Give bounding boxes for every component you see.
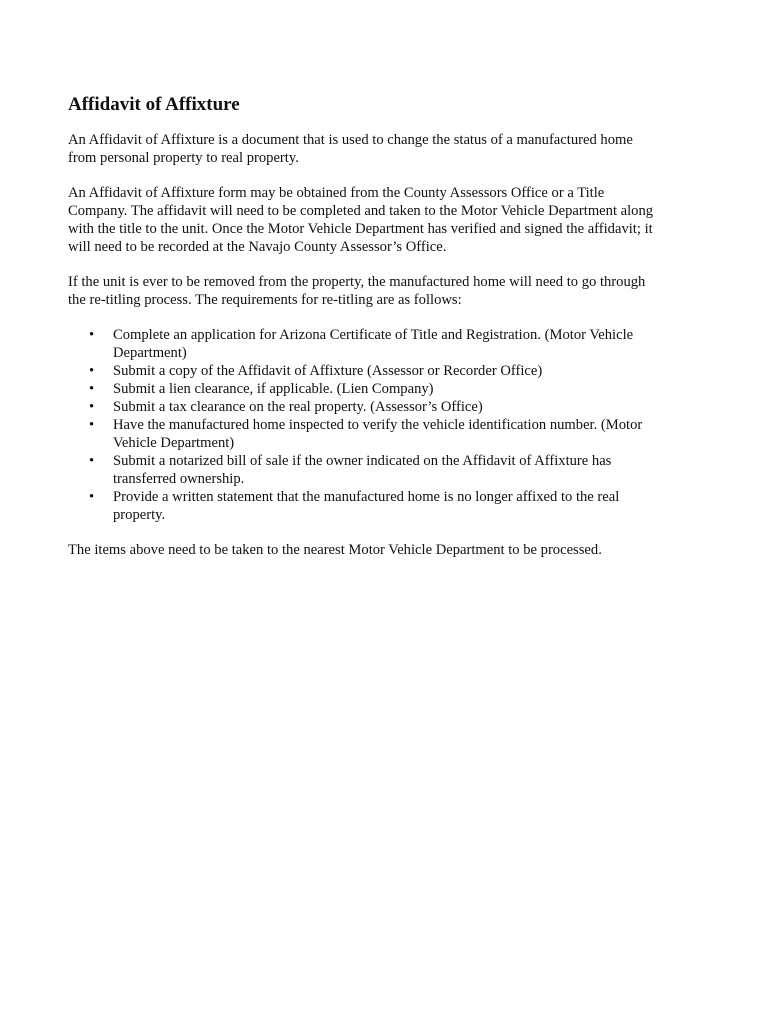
bullet-icon: •: [89, 363, 95, 379]
document-page: [68, 93, 658, 576]
retitling-paragraph: If the unit is ever to be removed from the property, the manufactured home will need to go through the re-titling process. The requirements for re-titling are as follows:: [68, 274, 646, 308]
list-item: [68, 488, 658, 524]
bullet-icon: •: [89, 327, 95, 343]
form-source-paragraph: An Affidavit of Affixture form may be obtained from the County Assessors Office or a Title Company. The affidavit will need to be completed and taken to the Motor Vehicle Department along with the title to the unit. Once the Motor Vehicle Department has verified and signed the affidavit; it will need to be recorded at the Navajo County Assessor’s Office.: [68, 185, 654, 255]
list-item: [68, 362, 658, 380]
bullet-icon: •: [89, 453, 95, 469]
bullet-icon: •: [89, 399, 95, 415]
requirement-text: Submit a lien clearance, if applicable. (Lien Company): [113, 381, 434, 397]
document-title: Affidavit of Affixture: [68, 94, 240, 115]
requirement-text: Submit a notarized bill of sale if the owner indicated on the Affidavit of Affixture has transferred ownership.: [113, 453, 612, 487]
list-item: [68, 452, 658, 488]
requirement-text: Complete an application for Arizona Certificate of Title and Registration. (Motor Vehicle Department): [113, 327, 634, 361]
list-item: [68, 398, 658, 416]
closing-paragraph: The items above need to be taken to the nearest Motor Vehicle Department to be processed.: [68, 542, 602, 558]
requirement-text: Provide a written statement that the manufactured home is no longer affixed to the real property.: [113, 489, 620, 523]
bullet-icon: •: [89, 381, 95, 397]
requirement-text: Submit a tax clearance on the real property. (Assessor’s Office): [113, 399, 483, 415]
bullet-icon: •: [89, 417, 95, 433]
requirement-text: Have the manufactured home inspected to verify the vehicle identification number. (Motor Vehicle Department): [113, 417, 643, 451]
requirements-list: [68, 326, 658, 524]
requirement-text: Submit a copy of the Affidavit of Affixture (Assessor or Recorder Office): [113, 363, 543, 379]
list-item: [68, 326, 658, 362]
list-item: [68, 416, 658, 452]
bullet-icon: •: [89, 489, 95, 505]
intro-paragraph: An Affidavit of Affixture is a document that is used to change the status of a manufactured home from personal property to real property.: [68, 132, 633, 166]
list-item: [68, 380, 658, 398]
